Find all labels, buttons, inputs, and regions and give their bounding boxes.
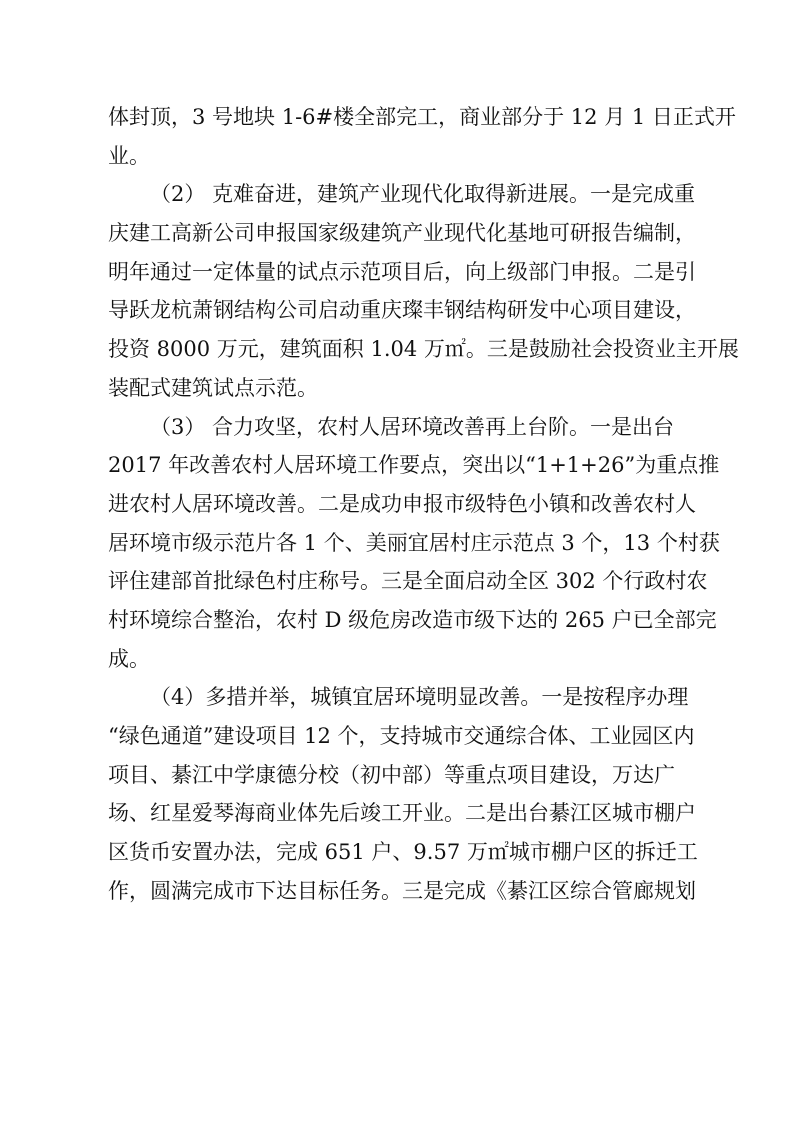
text-line: 体封顶，3 号地块 1-6#楼全部完工，商业部分于 12 月 1 日正式开: [108, 105, 736, 129]
text-line: 评住建部首批绿色村庄称号。三是全面启动全区 302 个行政村农: [108, 569, 708, 594]
section-heading-line: （4）多措并举，城镇宜居环境明显改善。一是按程序办理: [150, 685, 689, 710]
text-line: 村环境综合整治，农村 D 级危房改造市级下达的 265 户已全部完: [108, 607, 717, 632]
text-line: 居环境市级示范片各 1 个、美丽宜居村庄示范点 3 个，13 个村获: [108, 530, 720, 555]
text-line: 区货币安置办法，完成 651 户、9.57 万㎡城市棚户区的拆迁工: [108, 840, 698, 865]
document-body: [108, 98, 739, 910]
text-line: 2017 年改善农村人居环境工作要点，突出以“1+1+26”为重点推: [108, 453, 720, 478]
text-line: 装配式建筑试点示范。: [108, 375, 318, 400]
section-heading-line: （3） 合力攻坚，农村人居环境改善再上台阶。一是出台: [150, 414, 675, 439]
text-line: “绿色通道”建设项目 12 个，支持城市交通综合体、工业园区内: [108, 724, 695, 748]
text-line: 业。: [108, 143, 150, 168]
text-line: 项目、綦江中学康德分校（初中部）等重点项目建设，万达广: [108, 762, 675, 787]
text-line: 明年通过一定体量的试点示范项目后，向上级部门申报。二是引: [108, 259, 696, 284]
section-heading-line: （2） 克难奋进，建筑产业现代化取得新进展。一是完成重: [150, 182, 696, 207]
text-line: 进农村人居环境改善。二是成功申报市级特色小镇和改善农村人: [108, 491, 696, 516]
text-line: 投资 8000 万元，建筑面积 1.04 万㎡。三是鼓励社会投资业主开展: [108, 337, 739, 362]
text-line: 成。: [108, 646, 150, 671]
text-line: 场、红星爱琴海商业体先后竣工开业。二是出台綦江区城市棚户: [108, 801, 696, 826]
text-line: 导跃龙杭萧钢结构公司启动重庆璨丰钢结构研发中心项目建设，: [108, 298, 696, 323]
text-line: 庆建工高新公司申报国家级建筑产业现代化基地可研报告编制，: [108, 221, 696, 246]
text-line: 作，圆满完成市下达目标任务。三是完成《綦江区综合管廊规划: [108, 878, 696, 903]
